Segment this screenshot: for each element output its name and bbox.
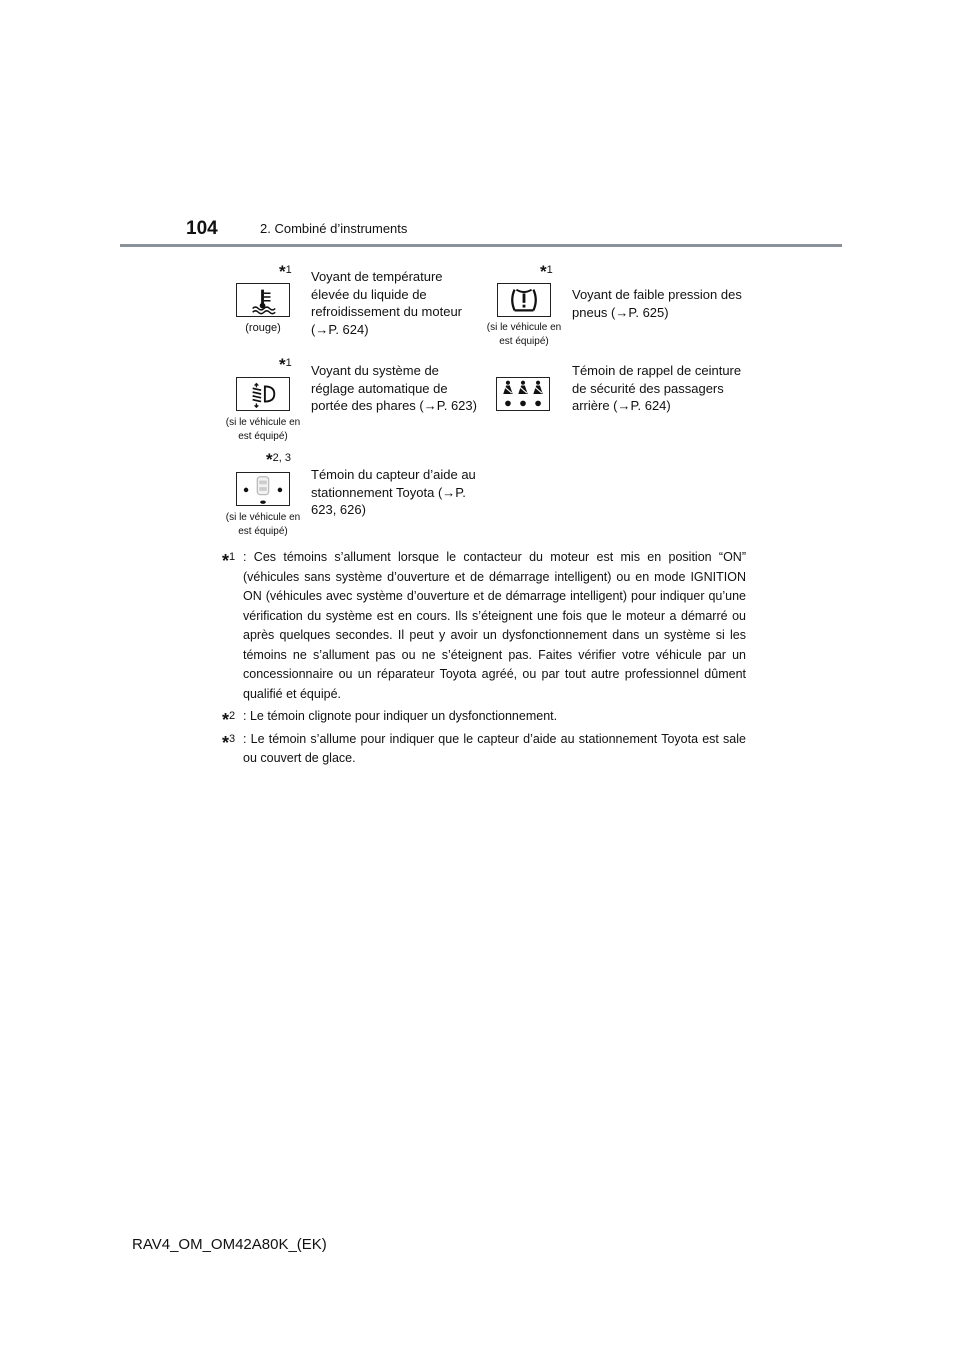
superscript-marker: *1 [279, 355, 292, 374]
footnote-3 [222, 730, 746, 769]
footnote-1 [222, 548, 746, 704]
footnote-text: : Ces témoins s’allument lorsque le contacteur du moteur est mis en position “ON” (véhicules sans système d’ouverture et de démarrage intelligent) ou en mode IGNITION ON (véhicules avec système d’ouverture et de démarrage intelligent) pour indiquer qu’une vérification du système est en cours. Ils s’éteignent une fois que le moteur a démarré ou après quelques secondes. Il peut y avoir un dysfonctionnement dans un système si les témoins ne s’allument pas ou ne s’éteignent pas. Faites vérifier votre véhicule par un concessionnaire ou un réparateur Toyota agréé, ou par tout autre professionnel dûment qualifié et équipé. [243, 550, 746, 701]
superscript-marker: *1 [540, 262, 553, 281]
coolant-temperature-icon [236, 283, 290, 317]
parking-sensor-icon [236, 472, 290, 506]
icon-caption: (si le véhicule en est équipé) [225, 417, 301, 442]
header-divider [120, 244, 842, 247]
indicator-description: Voyant de température élevée du liquide de refroidissement du moteur (→P. 624) [311, 269, 463, 337]
icon-caption: (si le véhicule en est équipé) [225, 512, 301, 537]
superscript-marker: *2, 3 [266, 450, 291, 469]
footnote-text: : Le témoin clignote pour indiquer un dysfonctionnement. [243, 709, 558, 723]
superscript-marker: *1 [279, 262, 292, 281]
footnote-marker: *3 [222, 732, 236, 753]
document-code: RAV4_OM_OM42A80K_(EK) [132, 1236, 327, 1253]
footnote-2 [222, 707, 746, 730]
footnotes [222, 548, 746, 772]
icon-caption: (rouge) [245, 322, 281, 334]
page-number: 104 [186, 218, 218, 239]
indicator-description: Voyant de faible pression des pneus (→P. 625) [572, 287, 742, 320]
rear-seatbelt-reminder-icon [496, 377, 550, 411]
indicator-description: Témoin du capteur d’aide au stationnement Toyota (→P. 623, 626) [311, 467, 476, 517]
icon-caption: (si le véhicule en est équipé) [486, 322, 562, 347]
headlight-leveling-icon [236, 377, 290, 411]
tire-pressure-icon [497, 283, 551, 317]
indicator-description: Témoin de rappel de ceinture de sécurité des passagers arrière (→P. 624) [572, 363, 742, 413]
indicator-description: Voyant du système de réglage automatique de portée des phares (→P. 623) [311, 363, 477, 413]
section-title: 2. Combiné d’instruments [260, 221, 408, 236]
footnote-text: : Le témoin s’allume pour indiquer que le capteur d’aide au stationnement Toyota est sale ou couvert de glace. [243, 731, 746, 765]
footnote-marker: *2 [222, 710, 236, 730]
footnote-marker: *1 [222, 551, 236, 571]
